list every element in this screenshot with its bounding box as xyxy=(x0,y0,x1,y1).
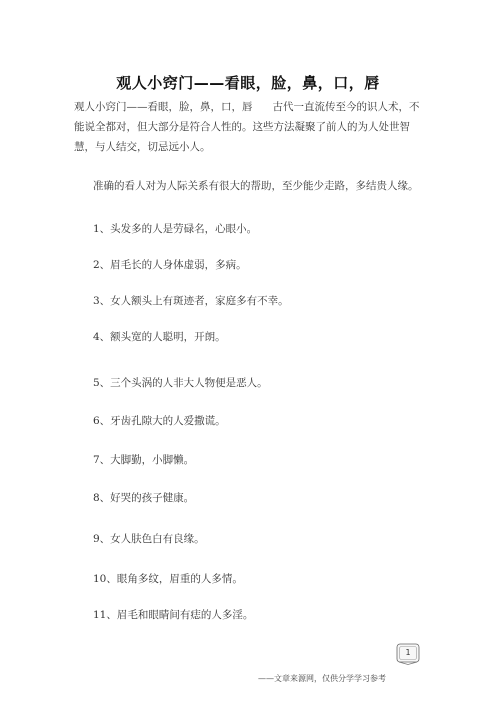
list-item: 3、女人额头上有斑迹者，家庭多有不幸。 xyxy=(93,295,289,307)
list-item: 5、三个头涡的人非大人物便是恶人。 xyxy=(93,377,268,389)
list-item: 4、额头宽的人聪明，开朗。 xyxy=(93,331,226,343)
page-number-badge xyxy=(396,643,420,665)
list-item: 11、眉毛和眼睛间有痣的人多淫。 xyxy=(93,609,254,621)
lead-paragraph: 准确的看人对为人际关系有很大的帮助，至少能少走路，多结贵人缘。 xyxy=(93,180,419,192)
list-item: 2、眉毛长的人身体虚弱，多病。 xyxy=(93,259,247,271)
intro-title-echo: 观人小窍门——看眼，脸，鼻，口，唇 xyxy=(74,101,253,113)
list-item: 8、好哭的孩子健康。 xyxy=(93,492,195,504)
document-title: 观人小窍门——看眼，脸，鼻，口，唇 xyxy=(116,74,380,92)
list-item: 9、女人肤色白有良缘。 xyxy=(93,533,205,545)
footer-source-note: ——文章来源网，仅供分学学习参考 xyxy=(258,674,386,683)
intro-paragraph xyxy=(74,97,424,157)
list-item: 1、头发多的人是劳碌名，心眼小。 xyxy=(93,223,258,235)
list-item: 10、眼角多纹，眉重的人多情。 xyxy=(93,573,243,585)
list-item: 7、大脚勤，小脚懒。 xyxy=(93,454,195,466)
intro-body: 古代一直流传至今的识人术，不能说全都对，但大部分是符合人性的。这些方法凝聚了前人的为人处世智慧，与人结交，切忌远小人。 xyxy=(74,101,420,153)
list-item: 6、牙齿孔隙大的人爱撒谎。 xyxy=(93,415,226,427)
page-number: 1 xyxy=(405,648,411,657)
